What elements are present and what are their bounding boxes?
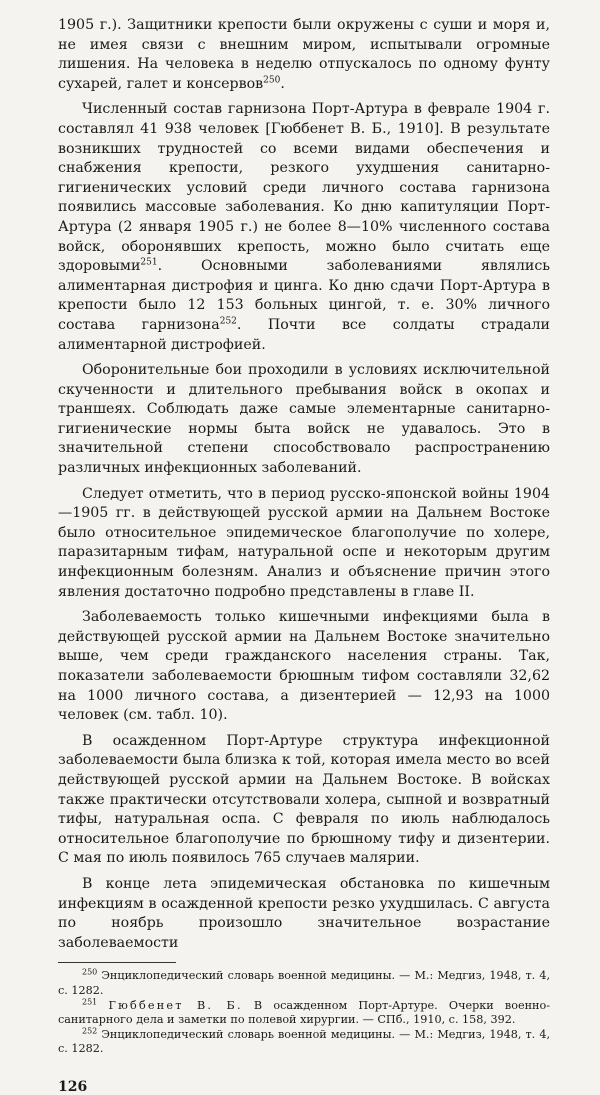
book-page xyxy=(58,16,550,1095)
paragraph-1-text: 1905 г.). Защитники крепости были окружены с суши и моря и, не имея связи с внешним миром, испытывали огромные лишения. На человека в неделю отпускалось по одному фунту сухарей, галет и консервов xyxy=(58,17,550,92)
footnote-text-252: Энциклопедический словарь военной медицины. — М.: Медгиз, 1948, т. 4, с. 1282. xyxy=(58,1027,550,1056)
footnote-author-251: Гюббенет В. Б. xyxy=(108,998,243,1012)
paragraph-1: 1905 г.). Защитники крепости были окружены с суши и моря и, не имея связи с внешним миром, испытывали огромные лишения. На человека в неделю отпускалось по одному фунту сухарей, галет и консервов$^{250}$. xyxy=(58,17,550,92)
footnote-divider xyxy=(58,962,176,963)
paragraph-2-mid: . Основными заболеваниями являлись алиментарная дистрофия и цинга. Ко дню сдачи Порт-Артура в крепости было 12 153 больных цингой, т. е. 30% личного состава гарнизона xyxy=(58,258,550,333)
paragraph-5: Заболеваемость только кишечными инфекциями была в действующей русской армии на Дальнем Востоке значительно выше, чем среди гражданского населения страны. Так, показатели заболеваемости брюшным тифом составляли 32,62 на 1000 личного состава, а дизентерией — 12,93 на 1000 человек (см. табл. 10). xyxy=(58,609,550,724)
footnote-number-252: 252 xyxy=(82,1025,98,1035)
footnote-number-251: 251 xyxy=(82,996,98,1006)
paragraph-7: В конце лета эпидемическая обстановка по кишечным инфекциям в осажденной крепости резко ухудшилась. С августа по ноябрь произошло значительное возрастание заболеваемости xyxy=(58,875,550,951)
paragraph-4: Следует отметить, что в период русско-японской войны 1904—1905 гг. в действующей русской армии на Дальнем Востоке было относительное эпидемическое благополучие по холере, паразитарным тифам, натуральной оспе и некоторым другим инфекционным болезням. Анализ и объяснение причин этого явления достаточно подробно представлены в главе II. xyxy=(58,485,550,600)
paragraph-2-after: . Почти все солдаты страдали алиментарной дистрофией. xyxy=(58,316,551,353)
footnote-252 xyxy=(58,1025,550,1057)
footnote-251 xyxy=(58,996,550,1028)
paragraph-6: В осажденном Порт-Артуре структура инфекционной заболеваемости была близка к той, которая имела место во всей действующей русской армии на Дальнем Востоке. В войсках также практически отсутствовали холера, сыпной и возвратный тифы, натуральная оспа. С февраля по июль наблюдалось относительное благополучие по брюшному тифу и дизентерии. С мая по июль появилось 765 случаев малярии. xyxy=(58,732,550,867)
footnote-text-250: Энциклопедический словарь военной медицины. — М.: Медгиз, 1948, т. 4, с. 1282. xyxy=(58,969,550,997)
footnote-number-250: 250 xyxy=(82,967,98,977)
footnote-ref-252: 252 xyxy=(219,316,237,327)
page-number: 126 xyxy=(58,1078,88,1095)
paragraph-2-text: Численный состав гарнизона Порт-Артура в феврале 1904 г. составлял 41 938 человек [Гюббенет В. Б., 1910]. В результате возникших трудностей со всеми видами обеспечения и снабжения крепости, резкого ухудшения санитарно-гигиенических условий среди личного состава гарнизона появились массовые заболевания. Ко дню капитуляции Порт-Артура (2 января 1905 г.) не более 8—10% численного состава войск, оборонявших крепость, можно было считать еще здоровыми xyxy=(58,101,550,275)
footnote-250 xyxy=(58,969,550,998)
paragraph-3: Оборонительные бои проходили в условиях исключительной скученности и длительного пребывания войск в окопах и траншеях. Соблюдать даже самые элементарные санитарно-гигиенические нормы быта войск не удавалось. Это в значительной степени способствовало распространению различных инфекционных заболеваний. xyxy=(58,362,550,477)
paragraph-2 xyxy=(58,100,550,355)
footnote-ref-251: 251 xyxy=(140,257,158,268)
footnote-ref-250: 250 xyxy=(263,75,281,86)
footnote-text-251: В осажденном Порт-Артуре. Очерки военно-санитарного дела и заметки по полевой хирургии. — СПб., 1910, с. 158, 392. xyxy=(58,998,550,1027)
